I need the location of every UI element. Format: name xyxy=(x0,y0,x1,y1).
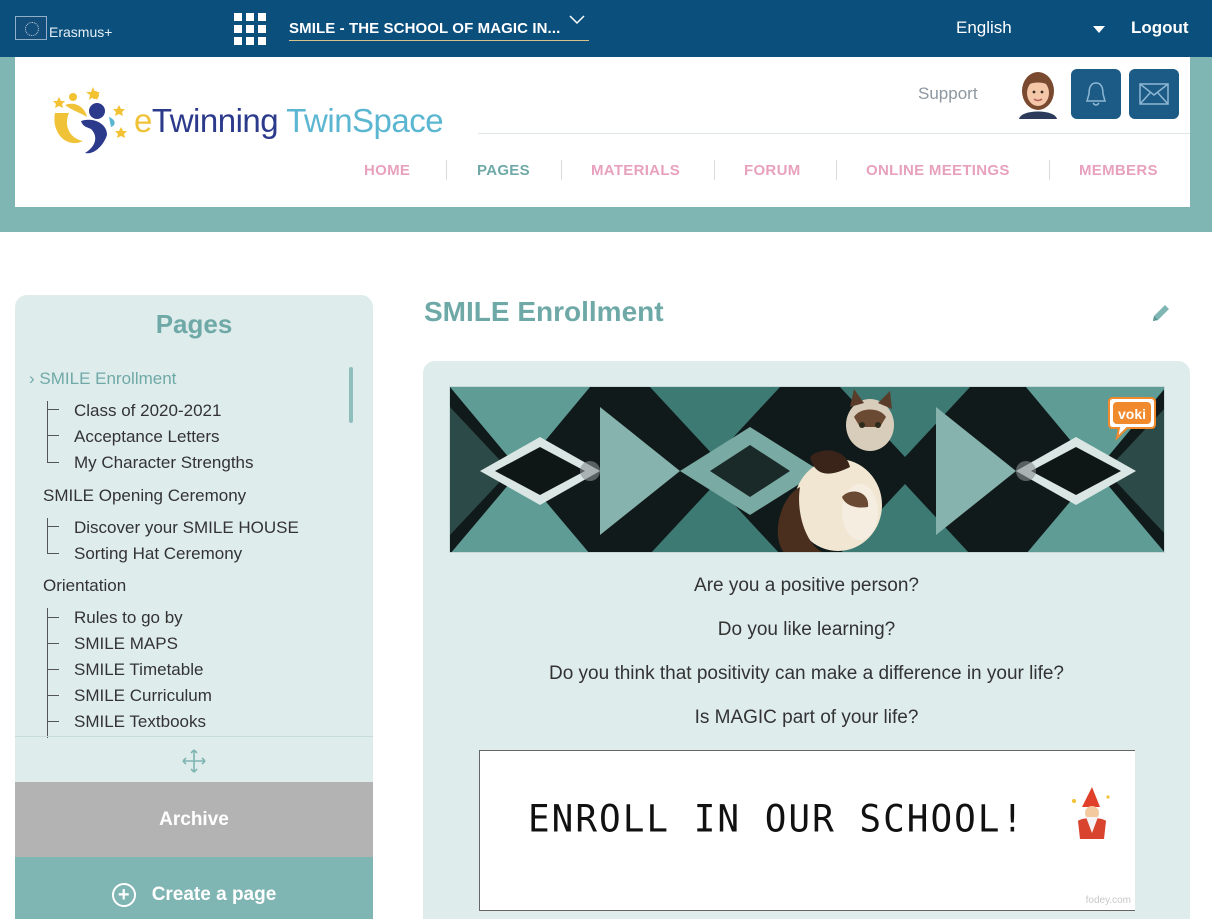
erasmus-label: Erasmus+ xyxy=(49,24,113,40)
create-page-button[interactable] xyxy=(15,857,373,919)
fodey-watermark: fodey.com xyxy=(1085,895,1131,906)
nav-pages[interactable]: PAGES xyxy=(477,162,530,179)
wizard-icon xyxy=(1068,787,1112,843)
reorder-row xyxy=(15,736,373,782)
sidebar-item-character-strengths[interactable]: My Character Strengths xyxy=(74,453,254,472)
enroll-text: ENROLL IN OUR SCHOOL! xyxy=(528,797,1026,842)
question-positive: Are you a positive person? xyxy=(694,575,919,596)
sidebar-item-smile-timetable[interactable]: SMILE Timetable xyxy=(74,660,204,679)
question-learning: Do you like learning? xyxy=(717,619,896,640)
eu-flag-icon xyxy=(15,16,47,40)
bell-icon xyxy=(1083,80,1109,108)
project-select[interactable] xyxy=(289,17,589,41)
sidebar-scrollbar[interactable] xyxy=(349,367,353,423)
enroll-banner-image[interactable] xyxy=(479,750,1135,911)
language-select[interactable]: English xyxy=(956,18,1012,37)
caret-down-icon[interactable] xyxy=(1093,26,1105,33)
archive-button[interactable]: Archive xyxy=(15,782,373,857)
etwinning-logo[interactable] xyxy=(45,83,443,158)
pencil-icon[interactable] xyxy=(1150,302,1172,324)
etwinning-wordmark: eTwinning TwinSpace xyxy=(134,101,444,139)
tree-connector xyxy=(47,401,48,463)
nav-online-meetings[interactable]: ONLINE MEETINGS xyxy=(866,162,1010,179)
user-avatar[interactable] xyxy=(1015,69,1061,119)
top-bar xyxy=(0,0,1212,57)
tree-connector xyxy=(47,669,59,670)
question-magic: Is MAGIC part of your life? xyxy=(694,707,919,728)
sidebar-item-class-of-2020-2021[interactable]: Class of 2020-2021 xyxy=(74,401,222,420)
create-page-label: Create a page xyxy=(151,884,277,905)
sidebar-item-smile-enrollment[interactable]: › SMILE Enrollment xyxy=(29,369,177,388)
etwinning-mark-icon xyxy=(45,83,130,158)
tree-connector xyxy=(47,409,59,410)
nav-separator xyxy=(446,160,447,180)
support-link[interactable]: Support xyxy=(918,84,978,103)
erasmus-logo[interactable] xyxy=(15,16,112,40)
nav-separator xyxy=(561,160,562,180)
tree-connector xyxy=(47,553,59,554)
tree-connector xyxy=(47,643,59,644)
nav-materials[interactable]: MATERIALS xyxy=(591,162,681,179)
sidebar-item-acceptance-letters[interactable]: Acceptance Letters xyxy=(74,427,220,446)
tree-connector xyxy=(47,518,48,554)
sidebar-item-opening-ceremony[interactable]: SMILE Opening Ceremony xyxy=(43,486,247,505)
nav-home[interactable]: HOME xyxy=(364,162,411,179)
sidebar-item-smile-curriculum[interactable]: SMILE Curriculum xyxy=(74,686,212,705)
tree-connector xyxy=(47,435,59,436)
tree-connector xyxy=(47,608,48,738)
sidebar-item-sorting-hat[interactable]: Sorting Hat Ceremony xyxy=(74,544,243,563)
chevron-down-icon xyxy=(569,15,585,25)
sidebar-item-discover-house[interactable]: Discover your SMILE HOUSE xyxy=(74,518,299,537)
messages-button[interactable] xyxy=(1129,69,1179,119)
voki-banner-image[interactable] xyxy=(449,386,1165,553)
nav-separator xyxy=(1049,160,1050,180)
sidebar-title: Pages xyxy=(155,309,233,339)
logout-link[interactable]: Logout xyxy=(1131,18,1189,37)
sidebar-item-smile-maps[interactable]: SMILE MAPS xyxy=(74,634,178,653)
envelope-icon xyxy=(1139,83,1169,105)
sidebar-item-rules[interactable]: Rules to go by xyxy=(74,608,183,627)
header-divider xyxy=(478,133,1190,134)
page-title: SMILE Enrollment xyxy=(424,296,664,327)
question-positivity: Do you think that positivity can make a difference in your life? xyxy=(548,663,1065,684)
tree-connector xyxy=(47,695,59,696)
nav-members[interactable]: MEMBERS xyxy=(1079,162,1158,179)
notifications-button[interactable] xyxy=(1071,69,1121,119)
tree-connector xyxy=(47,462,59,463)
sidebar-item-smile-textbooks[interactable]: SMILE Textbooks xyxy=(74,712,206,731)
nav-forum[interactable]: FORUM xyxy=(744,162,801,179)
nav-separator xyxy=(714,160,715,180)
project-select-value: SMILE - THE SCHOOL OF MAGIC IN... xyxy=(289,20,561,37)
pages-sidebar xyxy=(15,295,373,919)
voki-badge-icon[interactable] xyxy=(1107,394,1157,442)
tree-connector xyxy=(47,617,59,618)
plus-circle-icon: + xyxy=(112,883,136,907)
sidebar-item-orientation[interactable]: Orientation xyxy=(43,576,127,595)
voki-badge-label: voki xyxy=(1117,406,1147,422)
move-arrows-icon[interactable] xyxy=(181,748,207,774)
tree-connector xyxy=(47,721,59,722)
kaleidoscope-cat-image xyxy=(450,387,1165,553)
tree-connector xyxy=(47,526,59,527)
apps-grid-icon[interactable] xyxy=(234,13,266,45)
nav-separator xyxy=(836,160,837,180)
